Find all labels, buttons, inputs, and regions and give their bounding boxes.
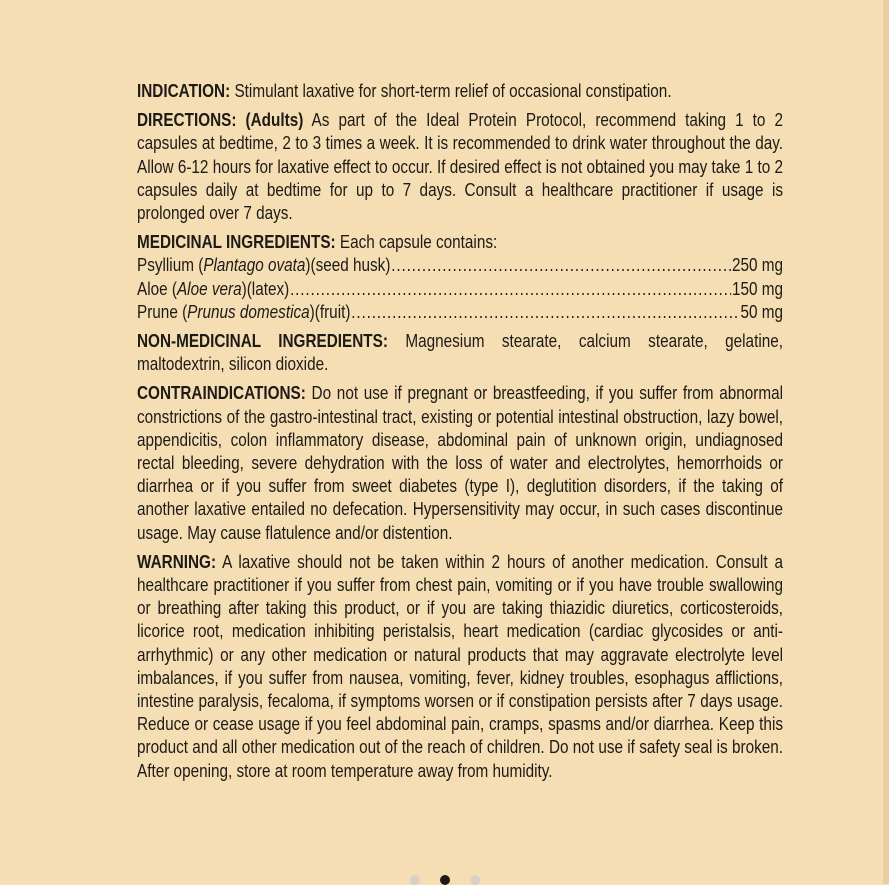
directions-section	[137, 109, 783, 225]
directions-text: As part of the Ideal Protein Protocol, recommend taking 1 to 2 capsules at bedtime, 2 to 3 times a week. It is recommended to drink water throughout the day. Allow 6-12 hours for laxative effect to occur. If desired effect is not obtained you may take 1 to 2 capsules daily at bedtime for up to 7 days. Consult a healthcare practitioner if usage is prolonged over 7 days.	[137, 110, 783, 224]
ingredient-row	[137, 254, 783, 277]
warning-text: A laxative should not be taken within 2 hours of another medication. Consult a healthcare practitioner if you suffer from chest pain, vomiting or if you have trouble swallowing or breathing after taking this product, or if you are taking thiazidic diuretics, corticosteroids, licorice root, medication inhibiting peristalsis, heart medication (cardiac glycosides or anti-arrhythmic) or any other medication or natural products that may aggravate electrolyte level imbalances, if you suffer from nausea, vomiting, fever, kidney troubles, esophagus afflictions, intestine paralysis, fecaloma, if symptoms worsen or if constipation persists after 7 days usage. Reduce or cease usage if you feel abdominal pain, cramps, spasms and/or diarrhea. Keep this product and all other medication out of the reach of children. Do not use if safety seal is broken. After opening, store at room temperature away from humidity.	[137, 551, 783, 781]
indication-section	[137, 80, 783, 103]
indication-text: Stimulant laxative for short-term relief of occasional constipation.	[234, 81, 672, 101]
product-label-text	[137, 80, 783, 789]
non-medicinal-ingredients-section	[137, 330, 783, 376]
contraindications-text: Do not use if pregnant or breastfeeding, if you suffer from abnormal constrictions of the gastro-intestinal tract, existing or potential intestinal obstruction, lazy bowel, appendicitis, colon inflammatory disease, abdominal pain of unknown origin, undiagnosed rectal bleeding, severe dehydration with the loss of water and electrolytes, hemorrhoids or diarrhea or if you suffer from sweet diabetes (type I), deglutition disorders, if the taking of another laxative entailed no defecation. Hypersensitivity may occur, in such cases discontinue usage. May cause flatulence and/or distention.	[137, 383, 783, 543]
ingredient-amount: 50 mg	[740, 301, 783, 322]
medicinal-ingredients-section	[137, 231, 783, 324]
dot-leader	[391, 254, 731, 277]
ingredient-row	[137, 278, 783, 301]
medicinal-ingredients-heading: MEDICINAL INGREDIENTS:	[137, 232, 336, 253]
indication-heading: INDICATION:	[137, 81, 231, 101]
ingredient-name: Aloe (Aloe vera)(latex)	[137, 278, 290, 299]
ingredient-amount: 250 mg	[731, 255, 783, 276]
contraindications-heading: CONTRAINDICATIONS:	[137, 383, 306, 404]
non-medicinal-ingredients-text: Magnesium stearate, calcium stearate, gelatine, maltodextrin, silicon dioxide.	[137, 331, 783, 375]
directions-heading: DIRECTIONS: (Adults)	[137, 110, 304, 131]
ingredient-latin-name: Prunus domestica	[187, 301, 310, 322]
ingredient-name: Psyllium (Plantago ovata)(seed husk)	[137, 255, 391, 276]
warning-heading: WARNING:	[137, 551, 217, 572]
warning-section	[137, 551, 783, 783]
contraindications-section	[137, 382, 783, 544]
medicinal-ingredients-intro: Each capsule contains:	[339, 232, 498, 253]
ingredient-row	[137, 301, 783, 324]
ingredient-latin-name: Aloe vera	[176, 278, 242, 299]
dot-leader	[351, 301, 739, 324]
right-edge-shadow	[883, 0, 889, 884]
ingredient-name: Prune (Prunus domestica)(fruit)	[137, 301, 351, 322]
dot-leader	[290, 278, 731, 301]
ingredient-latin-name: Plantago ovata	[203, 255, 306, 276]
non-medicinal-ingredients-heading: NON-MEDICINAL INGREDIENTS:	[137, 331, 388, 352]
ingredient-amount: 150 mg	[731, 278, 783, 299]
